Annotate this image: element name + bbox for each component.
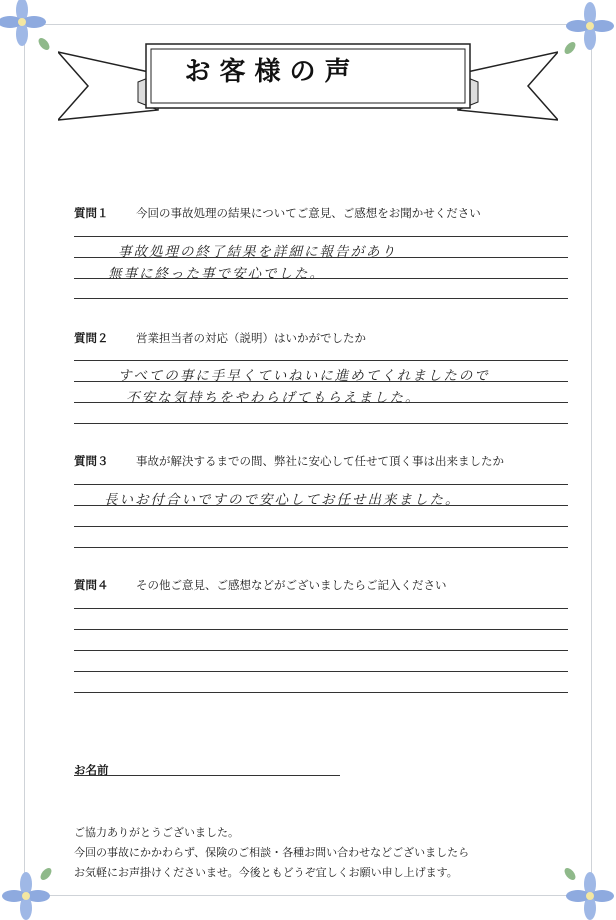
question-text: 営業担当者の対応（説明）はいかがでしたか	[136, 331, 366, 345]
question-text: 今回の事故処理の結果についてご意見、ご感想をお聞かせください	[136, 206, 481, 220]
answer-line	[74, 298, 568, 299]
question-text: その他ご意見、ご感想などがございましたらご記入ください	[136, 578, 447, 592]
answer-line	[74, 547, 568, 548]
answer-line	[74, 360, 568, 361]
flower-corner-bottom-left	[2, 864, 58, 920]
handwritten-answer: 不安な気持ちをやわらげてもらえました。	[126, 390, 421, 406]
answer-line	[74, 608, 568, 609]
question-number: 質問２	[74, 331, 109, 345]
flower-corner-top-right	[558, 2, 614, 58]
answer-line	[74, 650, 568, 651]
handwritten-answer: 事故処理の終了結果を詳細に報告があり	[118, 244, 397, 260]
closing-message	[74, 823, 469, 883]
question-text: 事故が解決するまでの間、弊社に安心して任せて頂く事は出来ましたか	[136, 454, 504, 468]
closing-line: 今回の事故にかかわらず、保険のご相談・各種お問い合わせなどございましたら	[74, 846, 470, 859]
answer-line	[74, 629, 568, 630]
answer-line	[74, 236, 568, 237]
name-label: お名前	[74, 763, 109, 777]
handwritten-answer: 長いお付合いですので安心してお任せ出来ました。	[104, 492, 461, 508]
answer-line	[74, 484, 568, 485]
answer-line	[74, 671, 568, 672]
flower-corner-bottom-right	[558, 864, 614, 920]
answer-line	[74, 526, 568, 527]
question-number: 質問３	[74, 454, 109, 468]
handwritten-answer: すべての事に手早くていねいに進めてくれましたので	[118, 368, 490, 384]
page-title: お客様の声	[184, 57, 360, 87]
answer-line	[74, 692, 568, 693]
flower-corner-top-left	[0, 0, 56, 56]
name-line	[74, 775, 340, 776]
answer-line	[74, 423, 568, 424]
question-number: 質問１	[74, 206, 109, 220]
handwritten-answer: 無事に終った事で安心でした。	[108, 266, 325, 282]
closing-line: お気軽にお声掛けくださいませ。今後ともどうぞ宜しくお願い申し上げます。	[74, 866, 458, 879]
question-number: 質問４	[74, 578, 109, 592]
closing-line: ご協力ありがとうございました。	[74, 826, 239, 839]
